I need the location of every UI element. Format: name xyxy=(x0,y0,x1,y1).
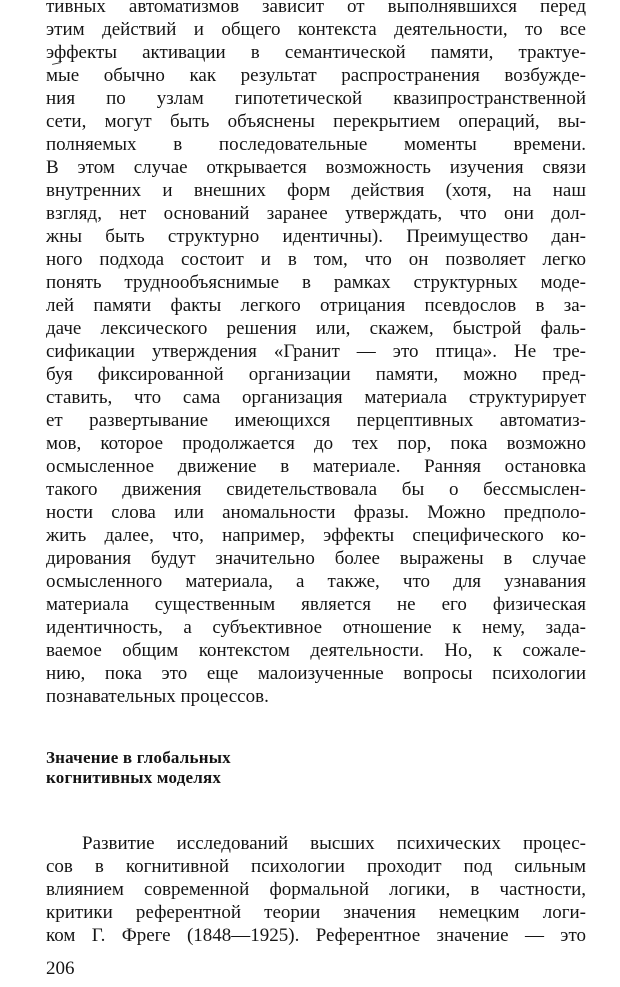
text-line: ставить, что сама организация материала структурирует xyxy=(46,387,586,408)
text-line: этим действий и общего контекста деятельности, то все xyxy=(46,19,586,40)
text-line: жны быть структурно идентичны). Преимущество дан- xyxy=(46,226,586,247)
text-line: такого движения свидетельствовала бы о бессмыслен- xyxy=(46,479,586,500)
text-line: сификации утверждения «Гранит — это птица». Не тре- xyxy=(46,341,586,362)
text-line: ности слова или аномальности фразы. Можно предполо- xyxy=(46,502,586,523)
text-line: влиянием современной формальной логики, в частности, xyxy=(46,879,586,900)
text-line: осмысленного материала, а также, что для узнавания xyxy=(46,571,586,592)
text-line: эффекты активации в семантической памяти, трактуе- xyxy=(46,42,586,63)
text-line: осмысленное движение в материале. Ранняя остановка xyxy=(46,456,586,477)
book-page xyxy=(46,0,586,987)
text-line: идентичность, а субъективное отношение к нему, зада- xyxy=(46,617,586,638)
heading-line: Значение в глобальных xyxy=(46,748,231,767)
text-line: критики референтной теории значения немецким логи- xyxy=(46,902,586,923)
text-line: ного подхода состоит и в том, что он позволяет легко xyxy=(46,249,586,270)
text-line: Развитие исследований высших психических процес- xyxy=(82,833,586,854)
text-line: материала существенным является не его физическая xyxy=(46,594,586,615)
text-line: понять труднообъяснимые в рамках структурных моде- xyxy=(46,272,586,293)
text-line: мов, которое продолжается до тех пор, пока возможно xyxy=(46,433,586,454)
text-line: дирования будут значительно более выражены в случае xyxy=(46,548,586,569)
text-line: познавательных процессов. xyxy=(46,686,269,707)
text-line: даче лексического решения или, скажем, быстрой фаль- xyxy=(46,318,586,339)
text-line: ком Г. Фреге (1848—1925). Референтное значение — это xyxy=(46,925,586,946)
text-line: полняемых в последовательные моменты времени. xyxy=(46,134,586,155)
text-line: сов в когнитивной психологии проходит под сильным xyxy=(46,856,586,877)
text-line: В этом случае открывается возможность изучения связи xyxy=(46,157,586,178)
text-line: мые обычно как результат распространения возбужде- xyxy=(46,65,586,86)
text-line: ваемое общим контекстом деятельности. Но, к сожале- xyxy=(46,640,586,661)
text-line: тивных автоматизмов зависит от выполнявшихся перед xyxy=(46,0,586,17)
text-line: лей памяти факты легкого отрицания псевдослов в за- xyxy=(46,295,586,316)
heading-line: когнитивных моделях xyxy=(46,768,222,787)
text-line: ет развертывание имеющихся перцептивных автоматиз- xyxy=(46,410,586,431)
text-line: сети, могут быть объяснены перекрытием операций, вы- xyxy=(46,111,586,132)
text-line: ния по узлам гипотетической квазипространственной xyxy=(46,88,586,109)
text-line: жить далее, что, например, эффекты специфического ко- xyxy=(46,525,586,546)
text-line: внутренних и внешних форм действия (хотя, на наш xyxy=(46,180,586,201)
text-line: буя фиксированной организации памяти, можно пред- xyxy=(46,364,586,385)
page-number: 206 xyxy=(46,958,75,979)
text-line: взгляд, нет оснований заранее утверждать, что они дол- xyxy=(46,203,586,224)
text-line: нию, пока это еще малоизученные вопросы психологии xyxy=(46,663,586,684)
